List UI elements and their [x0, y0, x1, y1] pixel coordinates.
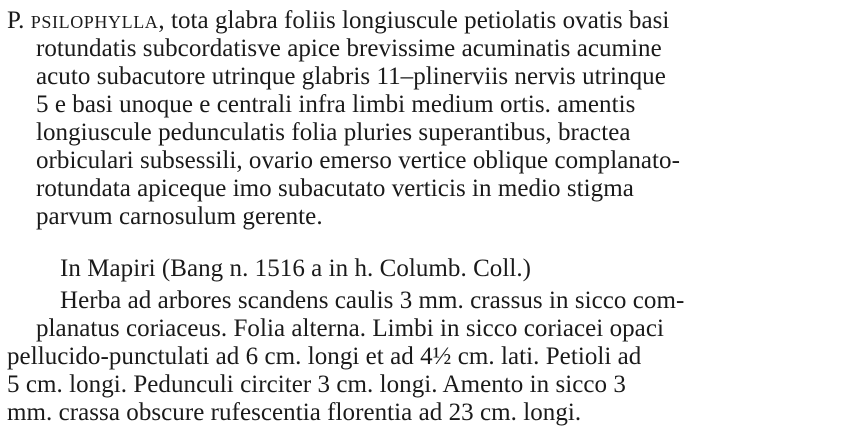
notes-line-4: 5 cm. longi. Pedunculi circiter 3 cm. longi. Amento in sicco 3 — [7, 371, 626, 398]
description-line-2: rotundatis subcordatisve apice brevissime acuminatis acumine — [36, 35, 662, 62]
notes-line-5: mm. crassa obscure rufescentia florentia ad 23 cm. longi. — [7, 399, 582, 426]
description-line-5: longiuscule pedunculatis folia pluries superantibus, bractea — [36, 119, 631, 146]
description-line-6: orbiculari subsessili, ovario emerso vertice oblique complanato- — [36, 147, 680, 174]
notes-line-1: Herba ad arbores scandens caulis 3 mm. crassus in sicco com- — [60, 287, 685, 314]
description-line-1-text: , tota glabra foliis longiuscule petiolatis ovatis basi — [158, 7, 670, 34]
description-line-7: rotundata apiceque imo subacutato verticis in medio stigma — [36, 175, 634, 202]
notes-line-2: planatus coriaceus. Folia alterna. Limbi in sicco coriacei opaci — [36, 315, 664, 342]
description-line-1 — [7, 6, 669, 35]
description-line-4: 5 e basi unoque e centrali infra limbi medium ortis. amentis — [36, 91, 636, 118]
description-line-3: acuto subacutore utrinque glabris 11–plinerviis nervis utrinque — [36, 63, 666, 90]
genus-initial: P. — [7, 7, 25, 34]
description-line-8: parvum carnosulum gerente. — [36, 203, 323, 230]
notes-line-3: pellucido-punctulati ad 6 cm. longi et ad 4½ cm. lati. Petioli ad — [7, 343, 642, 370]
locality-line: In Mapiri (Bang n. 1516 a in h. Columb. Coll.) — [60, 255, 532, 282]
species-name: psilophylla — [30, 7, 159, 34]
